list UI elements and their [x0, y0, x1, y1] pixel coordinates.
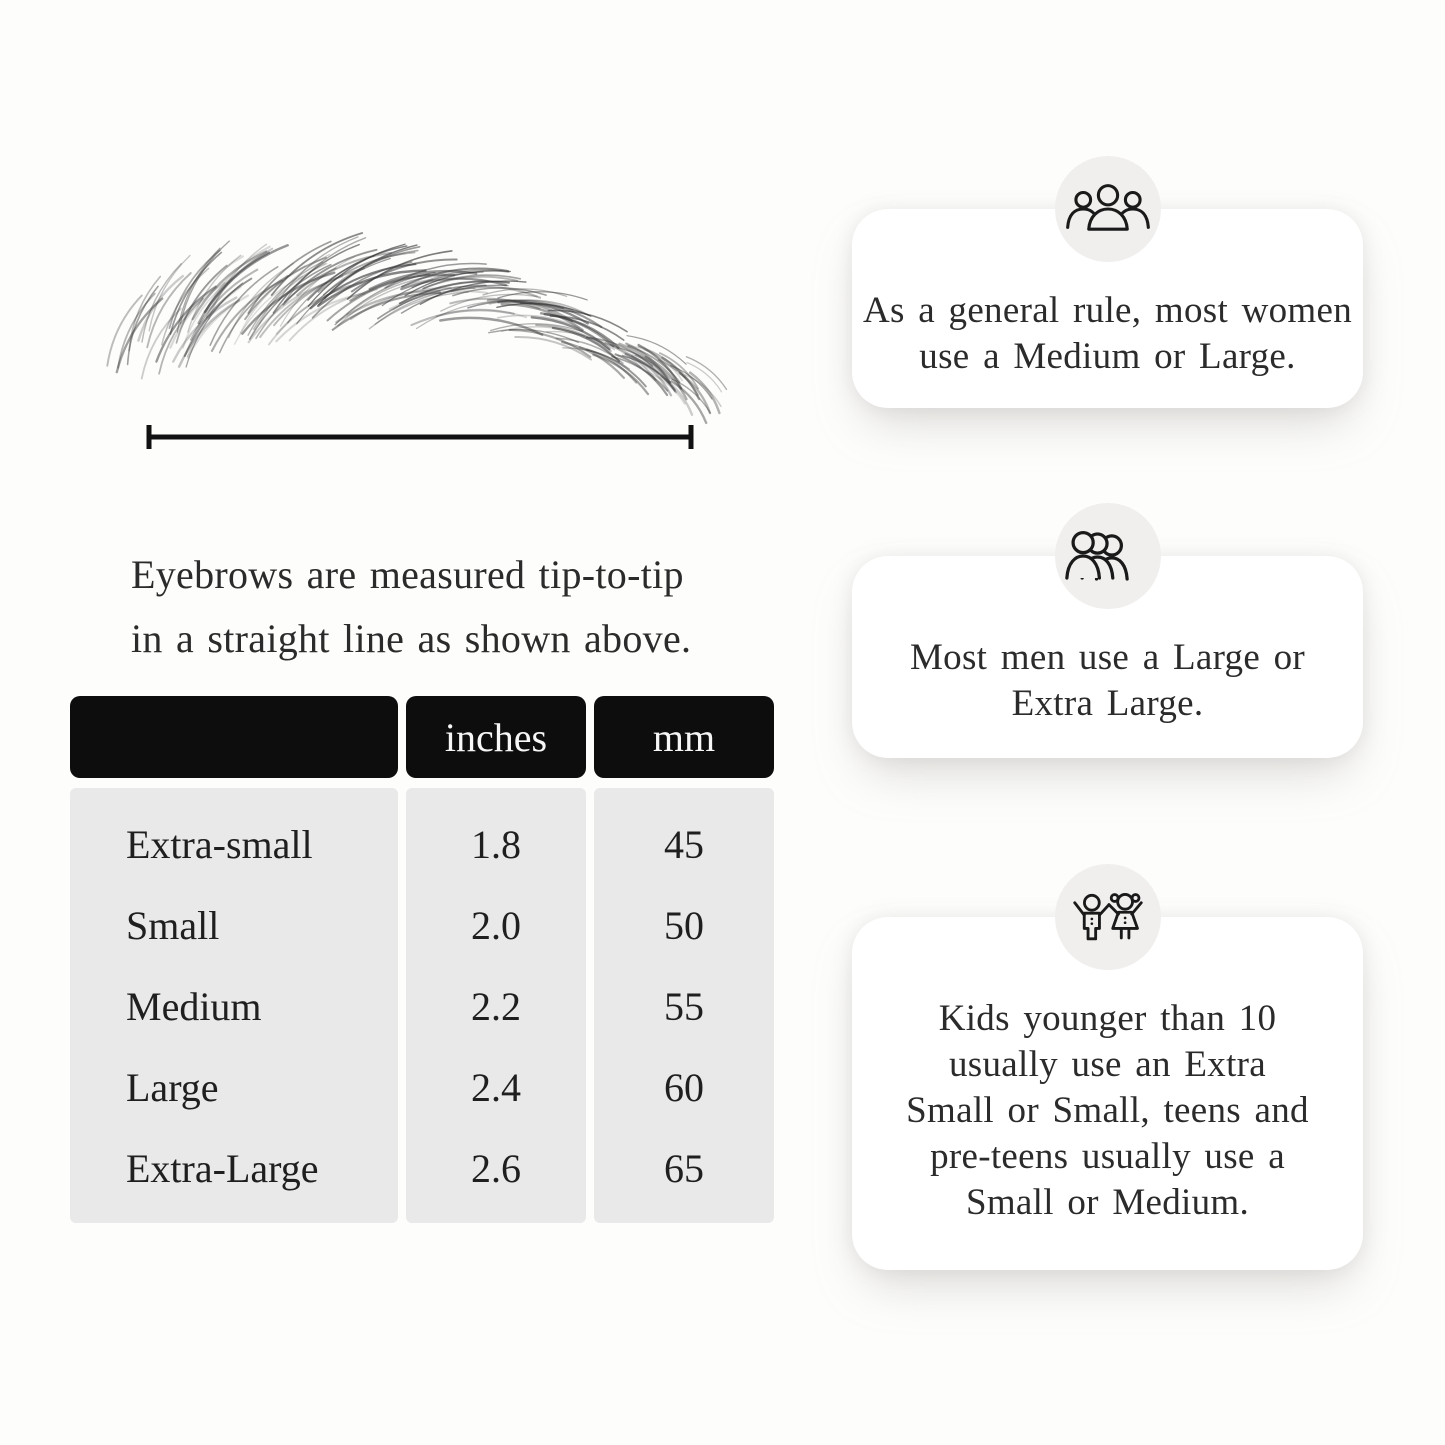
- inches-value: 2.6: [471, 1146, 521, 1191]
- table-body-size: [70, 788, 398, 1223]
- card-line: Kids younger than 10: [938, 998, 1277, 1039]
- men-group-icon: [1064, 528, 1152, 584]
- table-column-mm: [594, 696, 774, 1223]
- kids-icon: [1070, 890, 1146, 944]
- card-text-women: [852, 288, 1363, 380]
- caption-line-2: in a straight line as shown above.: [131, 616, 692, 661]
- measurement-line: [144, 423, 696, 451]
- size-label: Medium: [126, 984, 262, 1029]
- inches-value: 2.4: [471, 1065, 521, 1110]
- size-label: Extra-Large: [126, 1146, 319, 1191]
- card-text-kids: [852, 996, 1363, 1226]
- card-line: Small or Medium.: [965, 1182, 1250, 1223]
- mm-value: 50: [664, 903, 704, 948]
- inches-value: 1.8: [471, 822, 521, 867]
- table-header-mm: mm: [594, 696, 774, 778]
- card-line: As a general rule, most women: [862, 290, 1352, 331]
- table-header-size: [70, 696, 398, 778]
- size-label: Extra-small: [126, 822, 313, 867]
- caption-line-1: Eyebrows are measured tip-to-tip: [131, 552, 684, 597]
- info-card-men: [852, 556, 1363, 758]
- card-line: Extra Large.: [1011, 683, 1204, 724]
- icon-circle: [1055, 864, 1161, 970]
- table-header-inches: inches: [406, 696, 586, 778]
- size-table: [70, 696, 774, 1223]
- table-body-mm: [594, 788, 774, 1223]
- eyebrow-illustration: [108, 243, 698, 421]
- size-label: Small: [126, 903, 220, 948]
- card-line: pre-teens usually use a: [930, 1136, 1285, 1177]
- measurement-caption: [131, 543, 751, 671]
- table-body-inches: [406, 788, 586, 1223]
- size-label: Large: [126, 1065, 219, 1110]
- women-group-icon: [1064, 180, 1152, 238]
- mm-value: 45: [664, 822, 704, 867]
- card-line: usually use an Extra: [949, 1044, 1266, 1085]
- card-line: Small or Small, teens and: [906, 1090, 1309, 1131]
- info-card-kids: [852, 917, 1363, 1270]
- inches-value: 2.2: [471, 984, 521, 1029]
- table-column-inches: [406, 696, 586, 1223]
- mm-value: 55: [664, 984, 704, 1029]
- card-text-men: [852, 635, 1363, 727]
- card-line: Most men use a Large or: [909, 637, 1306, 678]
- icon-circle: [1055, 503, 1161, 609]
- inches-value: 2.0: [471, 903, 521, 948]
- card-line: use a Medium or Large.: [919, 336, 1296, 377]
- icon-circle: [1055, 156, 1161, 262]
- info-card-women: [852, 209, 1363, 408]
- mm-value: 65: [664, 1146, 704, 1191]
- mm-value: 60: [664, 1065, 704, 1110]
- table-column-size: [70, 696, 398, 1223]
